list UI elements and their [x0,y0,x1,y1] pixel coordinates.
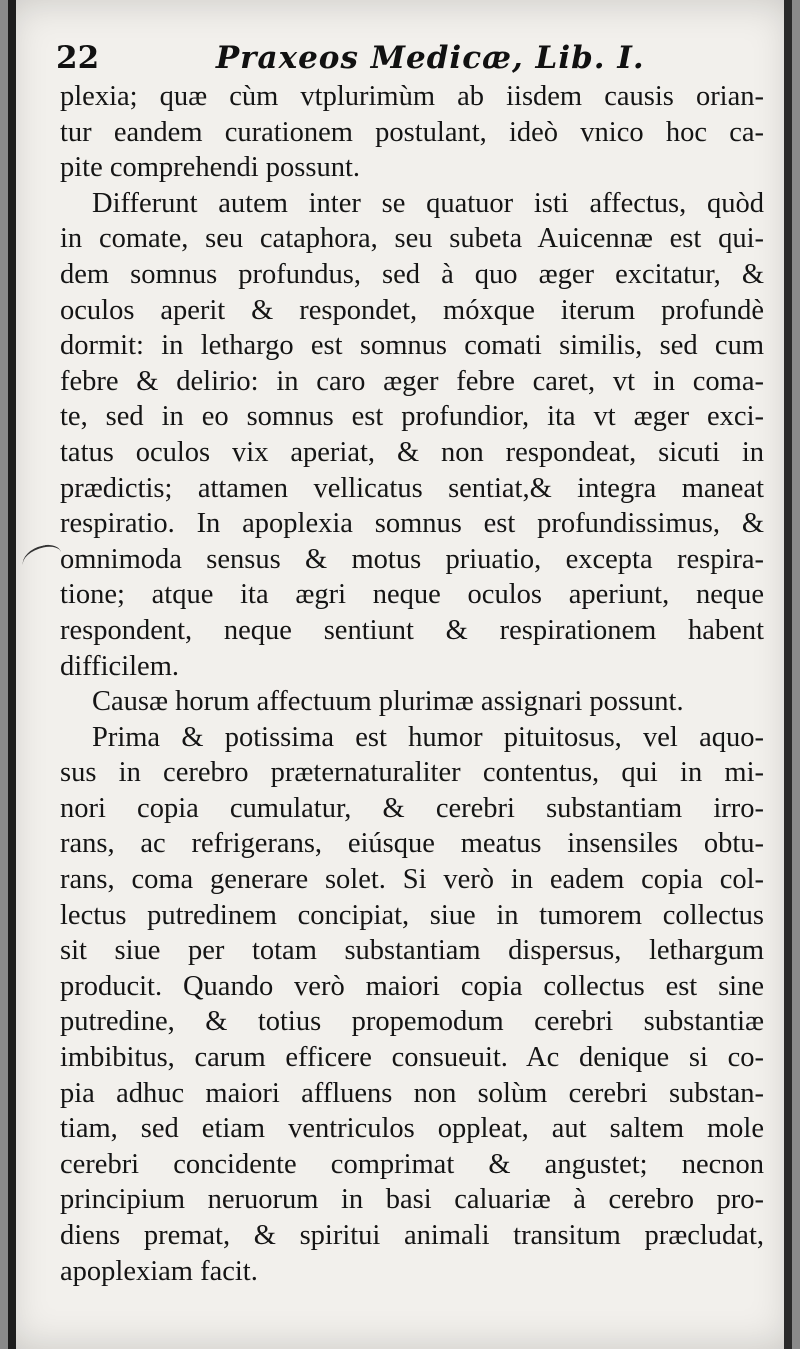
text-line: oculos aperit & respondet, móxque iterum profundè [60,294,764,326]
page-gutter-shadow [8,0,16,1349]
text-line: tatus oculos vix aperiat, & non respondeat, sicuti in [60,436,764,468]
text-line: cerebri concidente comprimat & angustet; necnon [60,1148,764,1180]
text-line: omnimoda sensus & motus priuatio, excepta respira- [60,543,764,575]
text-line: nori copia cumulatur, & cerebri substantiam irro- [60,792,764,824]
paragraph [60,79,764,186]
paragraph [60,684,764,720]
text-line: apoplexiam facit. [60,1255,258,1287]
text-line: rans, ac refrigerans, eiúsque meatus insensiles obtu- [60,828,764,860]
text-line: plexia; quæ cùm vtplurimùm ab iisdem causis orian- [60,81,764,112]
text-line: Causæ horum affectuum plurimæ assignari possunt. [92,686,684,718]
text-line: respondent, neque sentiunt & respirationem habent [60,614,764,646]
text-line: imbibitus, carum efficere consueuit. Ac denique si co- [60,1042,764,1074]
text-line: dem somnus profundus, sed à quo æger excitatur, & [60,258,764,290]
text-line: pite comprehendi possunt. [60,152,360,184]
text-line: tiam, sed etiam ventriculos oppleat, aut saltem mole [60,1113,764,1145]
text-line: dormit: in lethargo est somnus comati similis, sed cum [60,330,764,362]
text-line: difficilem. [60,650,179,682]
text-line: tione; atque ita ægri neque oculos aperiunt, neque [60,579,764,611]
body-text [60,79,764,1289]
page-number: 22 [56,40,100,76]
text-line: Prima & potissima est humor pituitosus, vel aquo- [92,721,764,753]
text-line: pia adhuc maiori affluens non solùm cerebri substan- [60,1077,764,1109]
text-line: rans, coma generare solet. Si verò in eadem copia col- [60,864,764,896]
text-line: febre & delirio: in caro æger febre caret, vt in coma- [60,365,764,397]
text-line: te, sed in eo somnus est profundior, ita vt æger exci- [60,401,764,433]
text-line: producit. Quando verò maiori copia collectus est sine [60,970,764,1002]
margin-pen-mark [20,542,65,576]
running-header [56,40,645,84]
text-line: in comate, seu cataphora, seu subeta Auicennæ est qui- [60,223,764,255]
page-edge-shadow [784,0,792,1349]
text-line: principium neruorum in basi caluariæ à cerebro pro- [60,1184,764,1216]
running-title: Praxeos Medicæ, Lib. I. [215,40,645,76]
text-line: tur eandem curationem postulant, ideò vnico hoc ca- [60,116,764,148]
text-line: diens premat, & spiritui animali transitum præcludat, [60,1220,764,1251]
text-line: prædictis; attamen vellicatus sentiat,& integra maneat [60,472,764,504]
text-line: lectus putredinem concipiat, siue in tumorem collectus [60,899,764,931]
text-line: sus in cerebro præternaturaliter contentus, qui in mi- [60,757,764,789]
text-line: sit siue per totam substantiam dispersus, lethargum [60,935,764,967]
paragraph [60,720,764,1290]
paragraph [60,186,764,684]
text-line: respiratio. In apoplexia somnus est profundissimus, & [60,508,764,540]
book-page [8,0,792,1349]
text-line: putredine, & totius propemodum cerebri substantiæ [60,1006,764,1038]
text-line: Differunt autem inter se quatuor isti affectus, quòd [92,187,764,219]
